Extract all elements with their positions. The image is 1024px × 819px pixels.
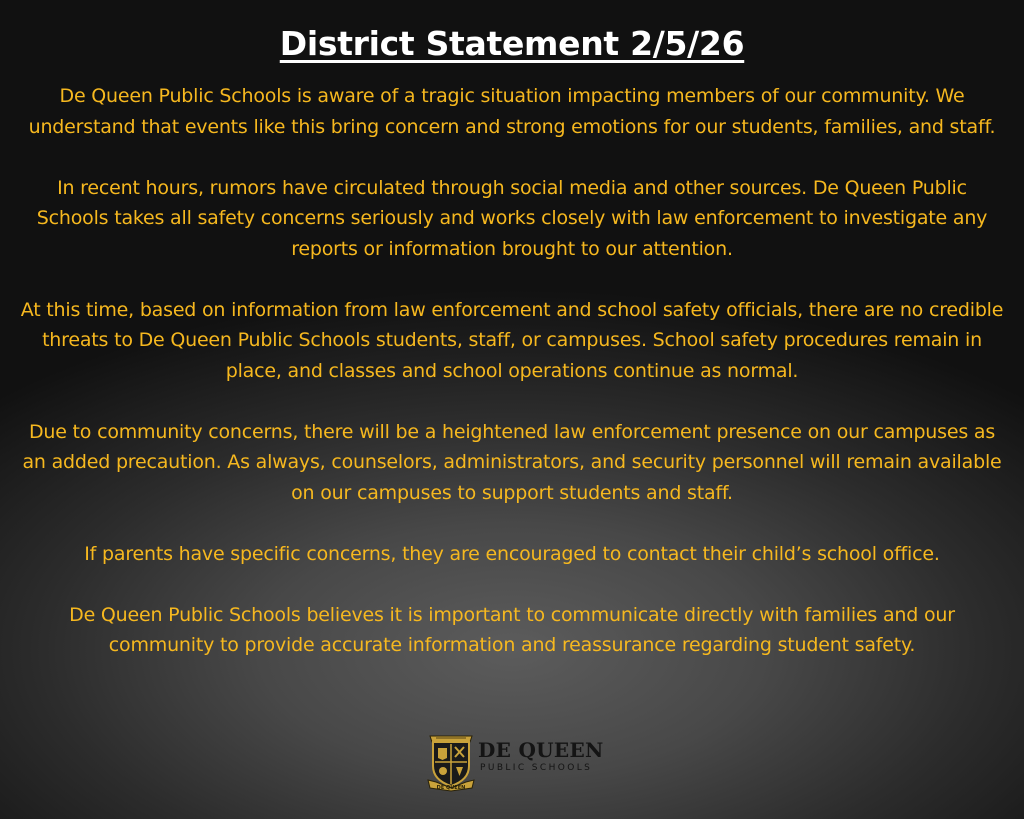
- district-logo: [426, 730, 606, 792]
- statement-paragraph: De Queen Public Schools believes it is important to communicate directly with families and our community to provide accurate information and reassurance regarding student safety.: [69, 603, 955, 656]
- statement-paragraph: At this time, based on information from law enforcement and school safety officials, there are no credible threats to De Queen Public Schools students, staff, or campuses. School safety procedures remain in place, and classes and school operations continue as normal.: [20, 298, 1004, 382]
- logo-subtitle: PUBLIC SCHOOLS: [480, 763, 593, 773]
- statement-paragraph: In recent hours, rumors have circulated through social media and other sources. De Queen Public Schools takes all safety concerns seriously and works closely with law enforcement to investigate any reports or information brought to our attention.: [36, 176, 988, 260]
- statement-title: District Statement 2/5/26: [279, 24, 745, 63]
- svg-text:DE QUEEN: DE QUEEN: [436, 785, 466, 791]
- logo-wordmark: [478, 738, 604, 774]
- logo-name: DE QUEEN: [478, 738, 604, 762]
- statement-body: [20, 81, 1004, 661]
- statement-paragraph: De Queen Public Schools is aware of a tragic situation impacting members of our community. We understand that events like this bring concern and strong emotions for our students, families, and staff.: [28, 85, 996, 138]
- statement-paragraph: If parents have specific concerns, they are encouraged to contact their child’s school office.: [84, 542, 940, 565]
- school-crest-icon: [426, 730, 476, 792]
- statement-paragraph: Due to community concerns, there will be a heightened law enforcement presence on our campuses as an added precaution. As always, counselors, administrators, and security personnel will remain available on our campuses to support students and staff.: [22, 420, 1002, 504]
